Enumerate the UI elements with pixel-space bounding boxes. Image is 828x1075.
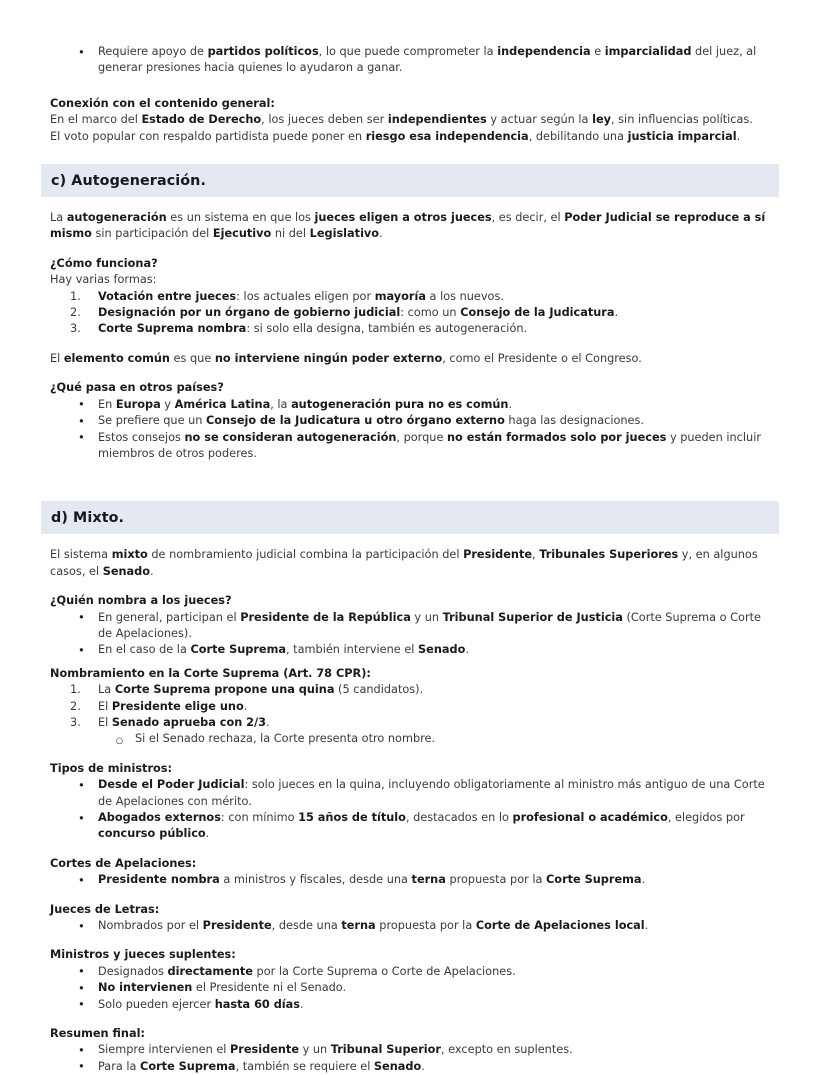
quien-nombra-block — [50, 593, 778, 659]
section-header-autogeneracion — [41, 164, 779, 197]
cortes-apelaciones-block — [50, 856, 778, 889]
quien-nombra-list — [50, 610, 778, 659]
list-item: • Presidente nombra a ministros y fiscales, desde una terna propuesta por la Corte Suprema. — [50, 872, 778, 888]
quien-nombra-heading: ¿Quién nombra a los jueces? — [50, 594, 232, 608]
list-item: • No intervienen el Presidente ni el Senado. — [50, 980, 778, 996]
list-item: • Estos consejos no se consideran autogeneración, porque no están formados solo por jueces y pueden incluir miembros de otros poderes. — [50, 430, 778, 463]
list-item: • En general, participan el Presidente de la República y un Tribunal Superior de Justicia (Corte Suprema o Corte de Apelaciones). — [50, 610, 778, 643]
nombramiento-cs-heading: Nombramiento en la Corte Suprema (Art. 78 CPR): — [50, 666, 371, 680]
nombramiento-cs-subitem-list — [50, 731, 778, 747]
jueces-letras-heading: Jueces de Letras: — [50, 902, 160, 916]
resumen-final-heading: Resumen final: — [50, 1027, 145, 1041]
como-funciona-list — [50, 289, 778, 338]
section-d-intro: El sistema mixto de nombramiento judicial combina la participación del Presidente, Tribunales Superiores y, en algunos casos, el Senado. — [50, 548, 758, 578]
conexion-line: En el marco del Estado de Derecho, los jueces deben ser independientes y actuar según la ley, sin influencias políticas. — [50, 113, 753, 127]
document-body — [50, 44, 778, 1075]
jueces-letras-list — [50, 918, 778, 934]
otros-paises-list — [50, 397, 778, 463]
resumen-final-block — [50, 1026, 778, 1075]
conexion-block — [50, 96, 778, 145]
resumen-final-list — [50, 1042, 778, 1075]
list-item: • Para la Corte Suprema, también se requiere el Senado. — [50, 1059, 778, 1075]
como-funciona-heading: ¿Cómo funciona? — [50, 256, 158, 270]
list-item: • En el caso de la Corte Suprema, también interviene el Senado. — [50, 642, 778, 658]
list-item: La Corte Suprema propone una quina (5 candidatos). — [98, 683, 424, 697]
nombramiento-cs-block — [50, 666, 778, 748]
tipos-ministros-heading: Tipos de ministros: — [50, 761, 173, 775]
suplentes-heading: Ministros y jueces suplentes: — [50, 948, 236, 962]
como-funciona-subline: Hay varias formas: — [50, 273, 157, 287]
list-item: El Presidente elige uno. — [98, 699, 248, 713]
list-item: • Designados directamente por la Corte Suprema o Corte de Apelaciones. — [50, 964, 778, 980]
conexion-heading: Conexión con el contenido general: — [50, 96, 275, 110]
list-item: Corte Suprema nombra: si solo ella designa, también es autogeneración. — [98, 322, 528, 336]
otros-paises-heading: ¿Qué pasa en otros países? — [50, 381, 224, 395]
list-item: • En Europa y América Latina, la autogeneración pura no es común. — [50, 397, 778, 413]
list-item: Designación por un órgano de gobierno judicial: como un Consejo de la Judicatura. — [98, 306, 619, 320]
section-c-intro: La autogeneración es un sistema en que los jueces eligen a otros jueces, es decir, el Poder Judicial se reproduce a sí mismo sin participación del Ejecutivo ni del Legislativo. — [50, 211, 766, 241]
conexion-line: El voto popular con respaldo partidista puede poner en riesgo esa independencia, debilitando una justicia imparcial. — [50, 129, 741, 143]
nombramiento-cs-list — [50, 682, 778, 731]
tipos-ministros-list — [50, 777, 778, 843]
suplentes-block — [50, 947, 778, 1013]
list-item: El Senado aprueba con 2/3. — [98, 715, 270, 729]
list-item: • Requiere apoyo de partidos políticos, lo que puede comprometer la independencia e imparcialidad del juez, al generar presiones hacia quienes lo ayudaron a ganar. — [50, 44, 778, 77]
section-title: c) Autogeneración. — [51, 172, 206, 189]
intro-bullet-list — [50, 44, 778, 77]
list-item: Votación entre jueces: los actuales eligen por mayoría a los nuevos. — [98, 289, 504, 303]
tipos-ministros-block — [50, 761, 778, 843]
list-item: • Abogados externos: con mínimo 15 años de título, destacados en lo profesional o académico, elegidos por concurso público. — [50, 810, 778, 843]
list-item: • Desde el Poder Judicial: solo jueces en la quina, incluyendo obligatoriamente al ministro más antiguo de una Corte de Apelaciones con mérito. — [50, 777, 778, 810]
list-item: ○ Si el Senado rechaza, la Corte presenta otro nombre. — [50, 731, 778, 747]
suplentes-list — [50, 964, 778, 1013]
list-item: • Se prefiere que un Consejo de la Judicatura u otro órgano externo haga las designaciones. — [50, 413, 778, 429]
cortes-apelaciones-heading: Cortes de Apelaciones: — [50, 856, 197, 870]
elemento-comun-line: El elemento común es que no interviene ningún poder externo, como el Presidente o el Congreso. — [50, 351, 642, 365]
section-header-mixto — [41, 501, 779, 534]
otros-paises-block — [50, 380, 778, 462]
list-item: • Solo pueden ejercer hasta 60 días. — [50, 997, 778, 1013]
jueces-letras-block — [50, 902, 778, 935]
list-item: • Nombrados por el Presidente, desde una terna propuesta por la Corte de Apelaciones local. — [50, 918, 778, 934]
cortes-apelaciones-list — [50, 872, 778, 888]
section-title: d) Mixto. — [51, 509, 125, 526]
como-funciona-block — [50, 256, 778, 338]
list-item: • Siempre intervienen el Presidente y un Tribunal Superior, excepto en suplentes. — [50, 1042, 778, 1058]
